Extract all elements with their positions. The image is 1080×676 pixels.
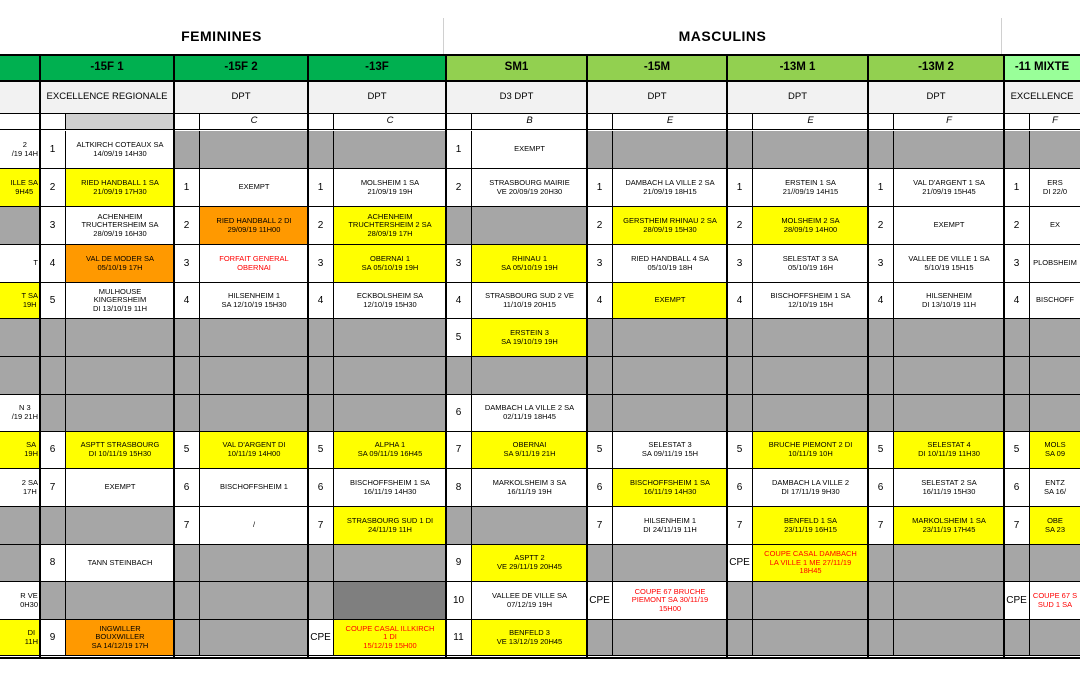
match-cell: EXEMPT [894, 207, 1004, 245]
match-number [174, 545, 200, 582]
match-cell [1030, 545, 1080, 582]
pool-spacer [1004, 114, 1030, 130]
level-cell: DPT [727, 82, 868, 114]
match-number: 1 [40, 131, 66, 169]
match-number: 8 [446, 469, 472, 507]
match-number: 5 [1004, 432, 1030, 469]
match-number: 5 [446, 319, 472, 357]
match-cell: SA 19H [0, 432, 40, 469]
match-number: 5 [174, 432, 200, 469]
match-number [587, 395, 613, 432]
match-cell [753, 319, 868, 357]
pool-spacer [308, 114, 334, 130]
match-number: 2 [868, 207, 894, 245]
match-cell [200, 131, 308, 169]
match-number [446, 357, 472, 395]
column-divider [1003, 55, 1005, 658]
column-divider [445, 55, 447, 658]
pool-cell: B [472, 114, 587, 130]
match-cell: COUPE 67 BRUCHE PIEMONT SA 30/11/19 15H00 [613, 582, 727, 620]
match-cell: ERSTEIN 1 SA 21//09/19 14H15 [753, 169, 868, 207]
match-number [587, 131, 613, 169]
match-number: 5 [868, 432, 894, 469]
match-cell: BISCHOFFSHEIM 1 SA 16/11/19 14H30 [334, 469, 446, 507]
match-cell [753, 357, 868, 395]
match-cell: RHINAU 1 SA 05/10/19 19H [472, 245, 587, 283]
match-cell: FORFAIT GENERAL OBERNAI [200, 245, 308, 283]
match-number: 7 [587, 507, 613, 545]
match-number: 1 [587, 169, 613, 207]
match-cell: EXEMPT [613, 283, 727, 319]
match-number: CPE [727, 545, 753, 582]
match-cell [200, 319, 308, 357]
team-header: -11 MIXTE [1004, 55, 1080, 82]
match-cell [753, 131, 868, 169]
match-cell [0, 545, 40, 582]
match-number [40, 319, 66, 357]
match-number [1004, 395, 1030, 432]
match-number: 3 [727, 245, 753, 283]
match-number [587, 319, 613, 357]
match-cell [334, 582, 446, 620]
match-cell [753, 582, 868, 620]
match-cell: COUPE CASAL ILLKIRCH 1 DI 15/12/19 15H00 [334, 620, 446, 656]
match-number: 6 [446, 395, 472, 432]
match-cell: STRASBOURG SUD 1 DI 24/11/19 11H [334, 507, 446, 545]
match-cell [1030, 620, 1080, 656]
match-number [868, 545, 894, 582]
row-divider [0, 54, 1080, 56]
match-cell: INGWILLER BOUXWILLER SA 14/12/19 17H [66, 620, 174, 656]
match-number: 7 [727, 507, 753, 545]
match-number [308, 545, 334, 582]
level-cell: EXCELLENCE REGIONALE [40, 82, 174, 114]
level-cell: DPT [174, 82, 308, 114]
match-cell: VALLEE DE VILLE SA 07/12/19 19H [472, 582, 587, 620]
match-number [174, 357, 200, 395]
match-number: 7 [868, 507, 894, 545]
match-number [868, 582, 894, 620]
pool-spacer [727, 114, 753, 130]
match-cell: SELESTAT 2 SA 16/11/19 15H30 [894, 469, 1004, 507]
match-cell: BENFELD 1 SA 23/11/19 16H15 [753, 507, 868, 545]
match-cell: OBE SA 23 [1030, 507, 1080, 545]
match-cell [1030, 131, 1080, 169]
match-cell: COUPE CASAL DAMBACH LA VILLE 1 ME 27/11/19 18H45 [753, 545, 868, 582]
column-divider [726, 55, 728, 658]
match-cell: OBERNAI 1 SA 05/10/19 19H [334, 245, 446, 283]
level-cell: DPT [587, 82, 727, 114]
match-cell [613, 545, 727, 582]
match-number [174, 131, 200, 169]
match-number [587, 620, 613, 656]
level-cell: DPT [868, 82, 1004, 114]
match-number [174, 395, 200, 432]
level-cell: EXCELLENCE [1004, 82, 1080, 114]
match-number [40, 357, 66, 395]
match-cell: ENTZ SA 16/ [1030, 469, 1080, 507]
match-cell [66, 357, 174, 395]
match-number [174, 319, 200, 357]
match-number: 5 [727, 432, 753, 469]
match-number [727, 620, 753, 656]
match-cell [613, 620, 727, 656]
match-number [446, 507, 472, 545]
match-cell: HILSENHEIM DI 13/10/19 11H [894, 283, 1004, 319]
match-number: 6 [174, 469, 200, 507]
match-cell [894, 545, 1004, 582]
match-number: 4 [587, 283, 613, 319]
pool-spacer [446, 114, 472, 130]
match-cell [894, 395, 1004, 432]
match-number [446, 207, 472, 245]
match-cell [894, 357, 1004, 395]
match-cell: / [200, 507, 308, 545]
match-cell [472, 357, 587, 395]
match-number: 7 [1004, 507, 1030, 545]
match-cell: EX [1030, 207, 1080, 245]
match-number: 3 [868, 245, 894, 283]
match-number: 1 [1004, 169, 1030, 207]
match-cell [613, 131, 727, 169]
match-cell: ALTKIRCH COTEAUX SA 14/09/19 14H30 [66, 131, 174, 169]
match-number: 4 [40, 245, 66, 283]
match-cell: MOLS SA 09 [1030, 432, 1080, 469]
match-cell [613, 395, 727, 432]
match-cell: RIED HANDBALL 1 SA 21/09/19 17H30 [66, 169, 174, 207]
match-number: 6 [40, 432, 66, 469]
match-cell: ALPHA 1 SA 09/11/19 16H45 [334, 432, 446, 469]
match-number [727, 395, 753, 432]
column-divider [307, 55, 309, 658]
match-number [1004, 620, 1030, 656]
match-number [727, 319, 753, 357]
match-cell [200, 395, 308, 432]
match-number [308, 131, 334, 169]
match-cell: GERSTHEIM RHINAU 2 SA 28/09/19 15H30 [613, 207, 727, 245]
match-number: 6 [308, 469, 334, 507]
match-number [1004, 131, 1030, 169]
match-cell: 2 SA 17H [0, 469, 40, 507]
match-cell: BRUCHE PIEMONT 2 DI 10/11/19 10H [753, 432, 868, 469]
match-number: 2 [308, 207, 334, 245]
match-number: 10 [446, 582, 472, 620]
match-number: 7 [446, 432, 472, 469]
match-cell: DI 11H [0, 620, 40, 656]
match-number: 7 [174, 507, 200, 545]
match-number [174, 620, 200, 656]
match-cell: RIED HANDBALL 2 DI 29/09/19 11H00 [200, 207, 308, 245]
match-cell: BISCHOFFSHEIM 1 SA 12/10/19 15H [753, 283, 868, 319]
match-cell [334, 319, 446, 357]
match-cell [753, 395, 868, 432]
match-cell: ERS DI 22/0 [1030, 169, 1080, 207]
match-number: 6 [1004, 469, 1030, 507]
pool-cell: E [753, 114, 868, 130]
team-header: -15F 2 [174, 55, 308, 82]
match-cell: MOLSHEIM 2 SA 28/09/19 14H00 [753, 207, 868, 245]
match-number [308, 395, 334, 432]
match-number: 3 [174, 245, 200, 283]
match-cell [200, 545, 308, 582]
match-cell [200, 582, 308, 620]
pool-spacer [174, 114, 200, 130]
pool-spacer [587, 114, 613, 130]
match-cell [0, 357, 40, 395]
pool-cell [0, 114, 40, 130]
match-cell: ECKBOLSHEIM SA 12/10/19 15H30 [334, 283, 446, 319]
match-number [40, 507, 66, 545]
match-cell [894, 582, 1004, 620]
match-cell [66, 319, 174, 357]
match-cell [0, 507, 40, 545]
match-cell [472, 507, 587, 545]
level-cell [0, 82, 40, 114]
match-cell [66, 507, 174, 545]
team-header: -15M [587, 55, 727, 82]
pool-cell: C [200, 114, 308, 130]
match-number: 9 [40, 620, 66, 656]
match-number: 2 [587, 207, 613, 245]
match-cell [613, 319, 727, 357]
match-cell [0, 319, 40, 357]
match-number: 1 [446, 131, 472, 169]
match-number: 4 [308, 283, 334, 319]
match-cell: PLOBSHEIM [1030, 245, 1080, 283]
match-number: 8 [40, 545, 66, 582]
match-number [1004, 319, 1030, 357]
match-cell: SELESTAT 3 SA 09/11/19 15H [613, 432, 727, 469]
match-number: 2 [40, 169, 66, 207]
match-number [40, 395, 66, 432]
match-cell: COUPE 67 S SUD 1 SA [1030, 582, 1080, 620]
match-number: 1 [174, 169, 200, 207]
match-number: 4 [174, 283, 200, 319]
match-cell [613, 357, 727, 395]
match-number [40, 582, 66, 620]
match-number: 1 [308, 169, 334, 207]
match-number: CPE [1004, 582, 1030, 620]
match-number [308, 357, 334, 395]
section-feminines: FEMININES [0, 18, 444, 54]
level-cell: DPT [308, 82, 446, 114]
match-cell: STRASBOURG MAIRIE VE 20/09/19 20H30 [472, 169, 587, 207]
match-number: 4 [727, 283, 753, 319]
match-number: 2 [446, 169, 472, 207]
match-number [308, 319, 334, 357]
match-cell [472, 207, 587, 245]
match-cell: RIED HANDBALL 4 SA 05/10/19 18H [613, 245, 727, 283]
match-cell: T SA 19H [0, 283, 40, 319]
match-cell [334, 395, 446, 432]
match-cell: SELESTAT 3 SA 05/10/19 16H [753, 245, 868, 283]
match-number: CPE [308, 620, 334, 656]
pool-spacer [40, 114, 66, 130]
pool-cell: F [894, 114, 1004, 130]
match-cell: DAMBACH LA VILLE 2 SA 21/09/19 18H15 [613, 169, 727, 207]
level-cell: D3 DPT [446, 82, 587, 114]
match-number: 1 [727, 169, 753, 207]
match-number: 4 [1004, 283, 1030, 319]
match-number: 4 [868, 283, 894, 319]
match-number: 3 [446, 245, 472, 283]
column-divider [586, 55, 588, 658]
match-cell: ILLE SA 9H45 [0, 169, 40, 207]
match-cell: MULHOUSE KINGERSHEIM DI 13/10/19 11H [66, 283, 174, 319]
match-cell: TANN STEINBACH [66, 545, 174, 582]
match-cell [66, 582, 174, 620]
pool-cell [66, 114, 174, 130]
match-number [868, 357, 894, 395]
match-number: 3 [40, 207, 66, 245]
match-cell [0, 207, 40, 245]
section-masculins: MASCULINS [444, 18, 1002, 54]
match-number [868, 620, 894, 656]
match-cell: 2 /19 14H [0, 131, 40, 169]
pool-spacer [868, 114, 894, 130]
team-header: -13M 1 [727, 55, 868, 82]
match-number [727, 131, 753, 169]
match-number [1004, 357, 1030, 395]
match-cell: SELESTAT 4 DI 10/11/19 11H30 [894, 432, 1004, 469]
match-number: 5 [308, 432, 334, 469]
match-number [868, 131, 894, 169]
match-cell [334, 131, 446, 169]
match-cell: EXEMPT [472, 131, 587, 169]
match-cell [1030, 395, 1080, 432]
match-number: 6 [727, 469, 753, 507]
match-number [727, 582, 753, 620]
match-cell: EXEMPT [200, 169, 308, 207]
match-cell: HILSENHEIM 1 DI 24/11/19 11H [613, 507, 727, 545]
match-number [727, 357, 753, 395]
match-cell: N 3 /19 21H [0, 395, 40, 432]
match-cell [66, 395, 174, 432]
match-cell [200, 620, 308, 656]
match-number: 4 [446, 283, 472, 319]
match-cell: VALLEE DE VILLE 1 SA 5/10/19 15H15 [894, 245, 1004, 283]
column-divider [173, 55, 175, 658]
match-cell [894, 620, 1004, 656]
match-cell [894, 319, 1004, 357]
match-number [174, 582, 200, 620]
match-cell: ASPTT STRASBOURG DI 10/11/19 15H30 [66, 432, 174, 469]
match-cell: ERSTEIN 3 SA 19/10/19 19H [472, 319, 587, 357]
match-number: CPE [587, 582, 613, 620]
match-cell: ASPTT 2 VE 29/11/19 20H45 [472, 545, 587, 582]
match-number: 7 [308, 507, 334, 545]
match-number [1004, 545, 1030, 582]
match-cell: BENFELD 3 VE 13/12/19 20H45 [472, 620, 587, 656]
pool-cell: E [613, 114, 727, 130]
row-divider [0, 657, 1080, 659]
match-cell: BISCHOFFSHEIM 1 [200, 469, 308, 507]
column-divider [867, 55, 869, 658]
match-cell [334, 357, 446, 395]
match-cell: MARKOLSHEIM 3 SA 16/11/19 19H [472, 469, 587, 507]
match-cell: R VE 0H30 [0, 582, 40, 620]
match-cell [334, 545, 446, 582]
match-number: 3 [308, 245, 334, 283]
match-cell [200, 357, 308, 395]
match-cell: OBERNAI SA 9/11/19 21H [472, 432, 587, 469]
match-number: 3 [1004, 245, 1030, 283]
match-cell: DAMBACH LA VILLE 2 SA 02/11/19 18H45 [472, 395, 587, 432]
match-number: 7 [40, 469, 66, 507]
team-header [0, 55, 40, 82]
match-cell: BISCHOFF [1030, 283, 1080, 319]
match-cell: STRASBOURG SUD 2 VE 11/10/19 20H15 [472, 283, 587, 319]
match-cell: MARKOLSHEIM 1 SA 23/11/19 17H45 [894, 507, 1004, 545]
match-number: 6 [587, 469, 613, 507]
match-number: 1 [868, 169, 894, 207]
match-cell: EXEMPT [66, 469, 174, 507]
match-number [308, 582, 334, 620]
column-divider [39, 55, 41, 658]
match-cell: DAMBACH LA VILLE 2 DI 17/11/19 9H30 [753, 469, 868, 507]
match-cell [753, 620, 868, 656]
match-cell: ACHENHEIM TRUCHTERSHEIM SA 28/09/19 16H30 [66, 207, 174, 245]
match-cell: HILSENHEIM 1 SA 12/10/19 15H30 [200, 283, 308, 319]
match-number [868, 395, 894, 432]
match-cell: MOLSHEIM 1 SA 21/09/19 19H [334, 169, 446, 207]
pool-cell: C [334, 114, 446, 130]
match-cell: VAL DE MODER SA 05/10/19 17H [66, 245, 174, 283]
match-number: 11 [446, 620, 472, 656]
match-cell [1030, 319, 1080, 357]
match-cell [1030, 357, 1080, 395]
match-number [868, 319, 894, 357]
team-header: -15F 1 [40, 55, 174, 82]
match-cell: VAL D'ARGENT 1 SA 21/09/19 15H45 [894, 169, 1004, 207]
match-cell: ACHENHEIM TRUCHTERSHEIM 2 SA 28/09/19 17H [334, 207, 446, 245]
match-number: 9 [446, 545, 472, 582]
team-header: -13M 2 [868, 55, 1004, 82]
match-cell [894, 131, 1004, 169]
match-number: 5 [587, 432, 613, 469]
pool-cell: F [1030, 114, 1080, 130]
match-number: 5 [40, 283, 66, 319]
match-cell: T [0, 245, 40, 283]
match-cell: VAL D'ARGENT DI 10/11/19 14H00 [200, 432, 308, 469]
match-number: 2 [727, 207, 753, 245]
team-header: SM1 [446, 55, 587, 82]
match-cell: BISCHOFFSHEIM 1 SA 16/11/19 14H30 [613, 469, 727, 507]
match-number: 6 [868, 469, 894, 507]
section-mixte [1002, 18, 1080, 54]
match-number: 2 [1004, 207, 1030, 245]
match-number: 3 [587, 245, 613, 283]
team-header: -13F [308, 55, 446, 82]
match-number [587, 357, 613, 395]
match-number [587, 545, 613, 582]
match-number: 2 [174, 207, 200, 245]
